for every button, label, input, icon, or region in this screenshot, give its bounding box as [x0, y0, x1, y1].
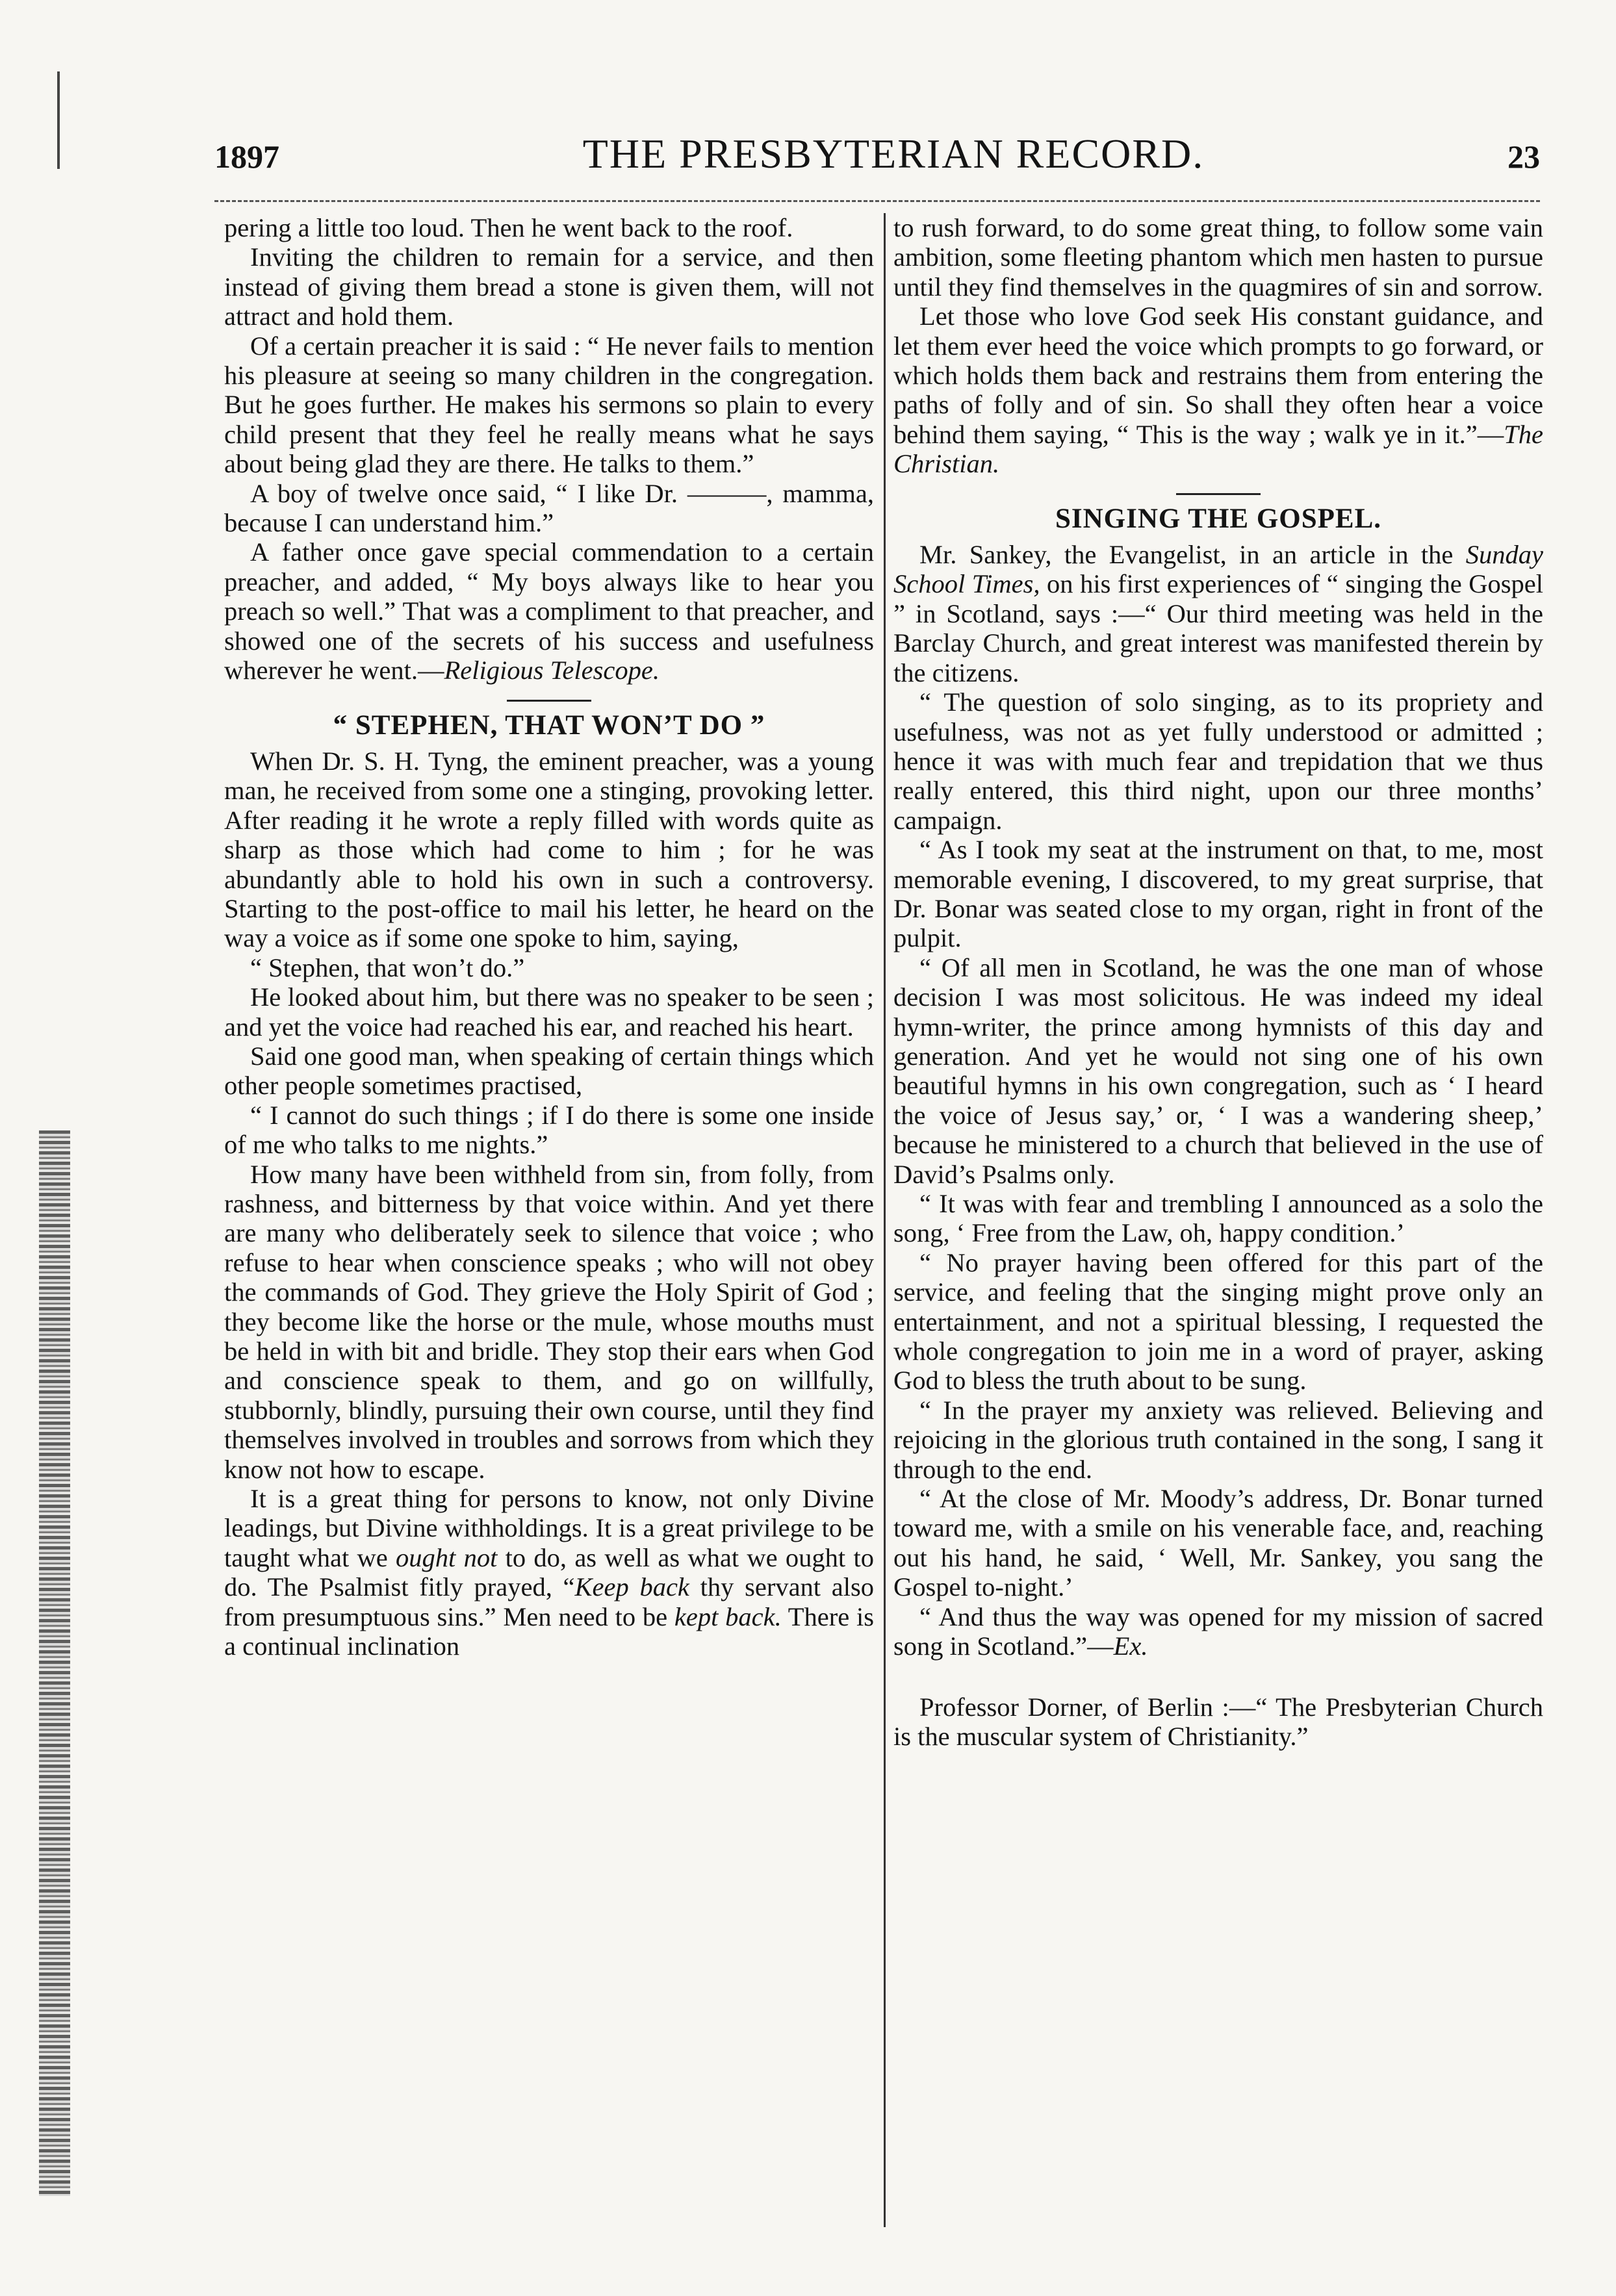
article-separator — [507, 700, 591, 702]
paragraph-text: thy servant also from presumptuous sins.” Men need to be — [224, 1572, 875, 1631]
paragraph: Inviting the children to remain for a service, and then instead of giving them bread a stone is given them, will not attract and hold them. — [224, 242, 874, 331]
masthead-title: THE PRESBYTERIAN RECORD. — [582, 131, 1205, 177]
scan-edge-mark — [57, 71, 60, 169]
paragraph: “ I cannot do such things ; if I do there is some one inside of me who talks to me nights.” — [224, 1100, 874, 1160]
paragraph-text: Mr. Sankey, the Evangelist, in an article in the — [919, 540, 1466, 570]
paragraph-text: It is a great thing for persons to know, not only Divine leadings, but Divine withholdings. It is a great privilege to be taught what we — [224, 1484, 874, 1572]
paragraph-text: A father once gave special commendation to a certain preacher, and added, “ My boys always like to hear you preach so well.” That was a compliment to that preacher, and showed one of the secrets of his success and usefulness wherever he went.— — [224, 537, 874, 685]
paragraph-text: on his first experiences of “ singing the Gospel ” in Scotland, says :—“ Our third meeting was held in the Barclay Church, and great interest was manifested therein by the citizens. — [893, 569, 1543, 687]
paragraph: to rush forward, to do some great thing, to follow some vain ambition, some fleeting phantom which men hasten to pursue until they find themselves in the quagmires of sin and sorrow. — [893, 213, 1543, 301]
source-citation: The Christian. — [893, 419, 1543, 479]
source-citation: Ex. — [1113, 1631, 1148, 1661]
paragraph-text: to do, as well as what we ought to do. The Psalmist fitly prayed, “ — [224, 1542, 874, 1602]
paragraph: He looked about him, but there was no speaker to be seen ; and yet the voice had reached his ear, and reached his heart. — [224, 982, 874, 1041]
emphasis: kept back. — [674, 1601, 782, 1631]
paragraph: “ Stephen, that won’t do.” — [250, 952, 525, 982]
paragraph: When Dr. S. H. Tyng, the eminent preacher, was a young man, he received from some one a stinging, provoking letter. After reading it he wrote a reply filled with words quite as sharp as those which had come to him ; for he was abundantly able to hold his own in such a controversy. Starting to the post-office to mail his letter, he heard on the way a voice as if some one spoke to him, saying, — [224, 746, 874, 953]
paragraph: pering a little too loud. Then he went back to the roof. — [224, 213, 793, 242]
emphasis: Sunday School Times, — [893, 540, 1543, 599]
paragraph: “ As I took my seat at the instrument on that, to me, most memorable evening, I discovered, to my great surprise, that Dr. Bonar was seated close to my organ, right in front of the pulpit. — [893, 835, 1543, 953]
article-separator — [1176, 493, 1261, 495]
paragraph — [224, 537, 874, 685]
paragraph: “ It was with fear and trembling I announced as a solo the song, ‘ Free from the Law, oh, happy condition.’ — [893, 1189, 1543, 1248]
header-year: 1897 — [214, 138, 279, 175]
paragraph: “ In the prayer my anxiety was relieved. Believing and rejoicing in the glorious truth contained in the song, I sang it through to the end. — [893, 1395, 1543, 1484]
paragraph: Professor Dorner, of Berlin :—“ The Presbyterian Church is the muscular system of Christianity.” — [893, 1692, 1543, 1751]
page-header — [214, 130, 1540, 188]
article-title: “ STEPHEN, THAT WON’T DO ” — [333, 709, 765, 741]
paragraph — [224, 1484, 874, 1661]
paragraph: How many have been withheld from sin, from folly, from rashness, and bitterness by that voice within. And yet there are many who deliberately seek to silence that voice ; who refuse to hear when conscience speaks ; who will not obey the commands of God. They grieve the Holy Spirit of God ; they become like the horse or the mule, whose mouths must be held in with bit and bridle. They stop their ears when God and conscience speak to them, and go on willfully, stubbornly, blindly, pursuing their own course, until they find themselves involved in troubles and sorrows from which they know not how to escape. — [224, 1159, 874, 1484]
header-rule — [214, 200, 1540, 202]
paragraph: “ The question of solo singing, as to its propriety and usefulness, was not as yet fully understood or admitted ; hence it was with much fear and trepidation that we thus really entered, this third night, upon our three months’ campaign. — [893, 687, 1543, 835]
paragraph — [893, 301, 1543, 478]
paragraph-text: There is a continual inclination — [224, 1601, 874, 1661]
source-citation: Religious Telescope. — [444, 656, 660, 685]
paragraph: “ No prayer having been offered for this part of the service, and feeling that the singing might prove only an entertainment, and not a spiritual blessing, I requested the whole congregation to join me in a word of prayer, asking God to bless the truth about to be sung. — [893, 1247, 1543, 1396]
paragraph-text: Let those who love God seek His constant guidance, and let them ever heed the voice which prompts to go forward, or which holds them back and restrains them from entering the paths of folly and of sin. So shall they often hear a voice behind them saying, “ This is the way ; walk ye in it.”— — [893, 301, 1543, 449]
paragraph — [893, 540, 1543, 687]
page-number: 23 — [1507, 138, 1540, 175]
emphasis: ought not — [396, 1542, 498, 1572]
left-column — [224, 213, 874, 2266]
scan-edge-strip — [39, 1130, 70, 2196]
paragraph: Of a certain preacher it is said : “ He never fails to mention his pleasure at seeing so many children in the congregation. But he goes further. He makes his sermons so plain to every child present that they feel he really means what he says about being glad they are there. He talks to them.” — [224, 331, 874, 479]
spacer — [224, 740, 874, 746]
paragraph: A boy of twelve once said, “ I like Dr. ———, mamma, because I can understand him.” — [224, 478, 874, 538]
spacer — [893, 1661, 1543, 1692]
emphasis: Keep back — [574, 1572, 689, 1602]
article-title: SINGING THE GOSPEL. — [1055, 503, 1382, 534]
right-column — [893, 213, 1543, 2266]
paragraph: “ At the close of Mr. Moody’s address, Dr. Bonar turned toward me, with a smile on his venerable face, and, reaching out his hand, he said, ‘ Well, Mr. Sankey, you sang the Gospel to-night.’ — [893, 1484, 1543, 1602]
paragraph — [893, 1602, 1543, 1661]
column-divider — [884, 213, 886, 2227]
paragraph-text: “ And thus the way was opened for my mission of sacred song in Scotland.”— — [893, 1601, 1543, 1661]
paragraph: Said one good man, when speaking of certain things which other people sometimes practised, — [224, 1041, 874, 1101]
spacer — [893, 533, 1543, 540]
paragraph: “ Of all men in Scotland, he was the one man of whose decision I was most solicitous. He was indeed my ideal hymn-writer, the prince among hymnists of this day and generation. And yet he would not sing one of his own beautiful hymns in his own congregation, such as ‘ I heard the voice of Jesus say,’ or, ‘ I was a wandering sheep,’ because he ministered to a church that believed in the use of David’s Psalms only. — [893, 952, 1543, 1189]
